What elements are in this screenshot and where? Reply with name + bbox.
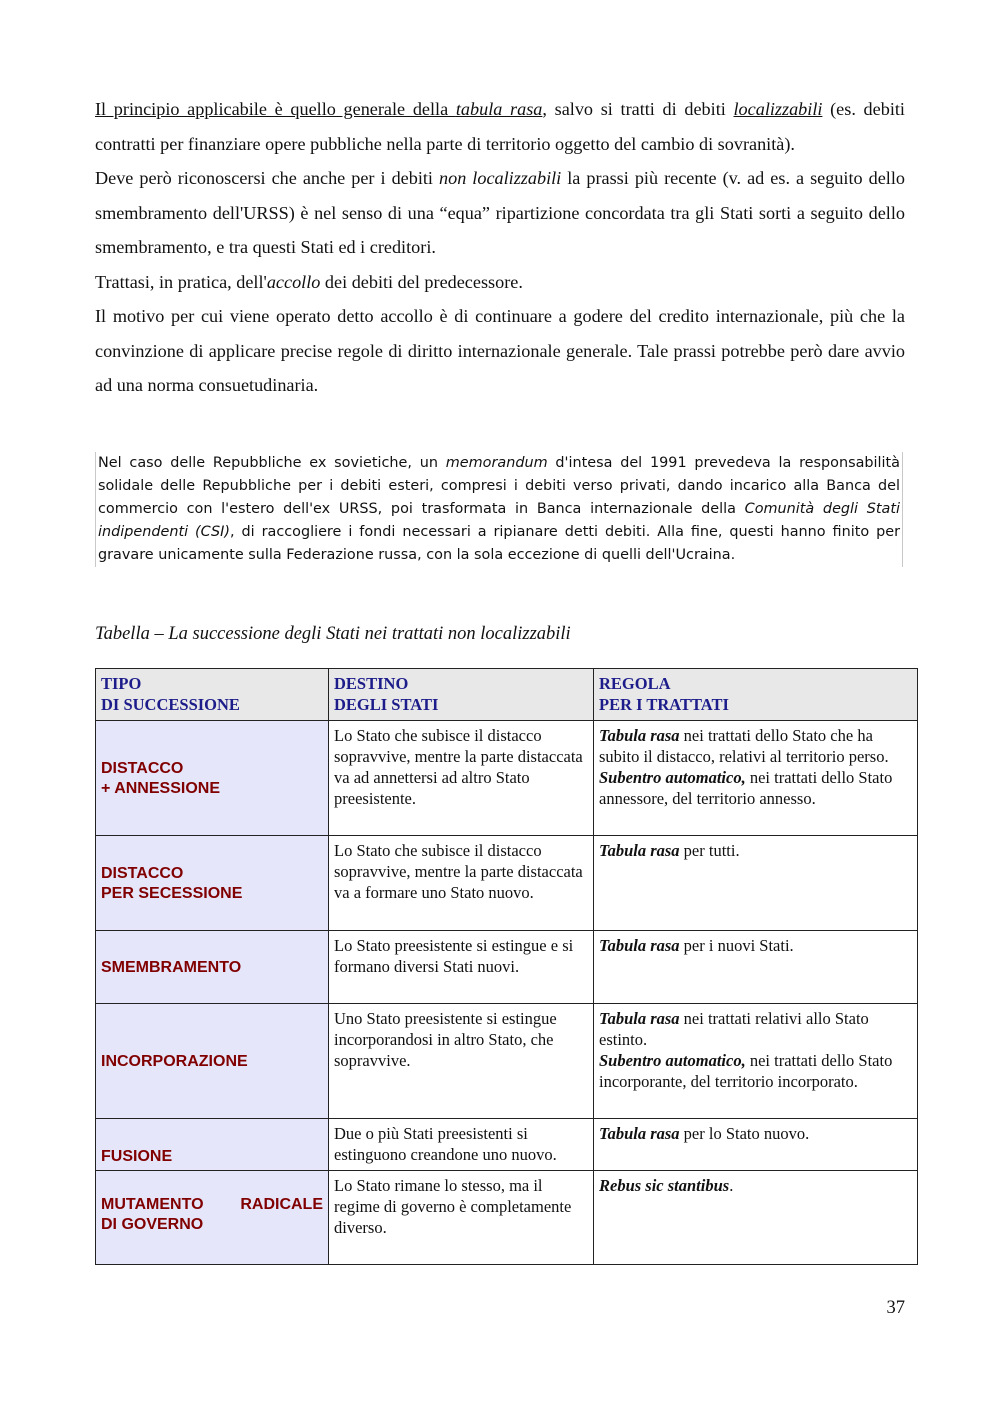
succession-table xyxy=(95,668,918,1265)
row-type xyxy=(96,1171,329,1265)
row-type-label: DISTACCO PER SECESSIONE xyxy=(101,864,243,902)
rule-text: nei trattati dello Stato che ha subito il distacco, relativi al territorio perso. xyxy=(599,726,889,766)
paragraph-3 xyxy=(95,265,905,300)
row-type-label: FUSIONE xyxy=(101,1148,173,1165)
paragraph-1-e: (es. debiti contratti per finanziare opere pubbliche nella parte di territorio oggetto del cambio di sovranità). xyxy=(95,99,905,154)
paragraph-4: Il motivo per cui viene operato detto accollo è di continuare a godere del credito internazionale, più che la convinzione di applicare precise regole di diritto internazionale generale. Tale prassi potrebbe però dare avvio ad una norma consuetudinaria. xyxy=(95,306,905,395)
rule-bold: Tabula rasa xyxy=(599,1009,680,1028)
rule-bold: Tabula rasa xyxy=(599,841,680,860)
rule-text: . xyxy=(729,1176,734,1195)
table-row xyxy=(96,836,918,931)
table-row xyxy=(96,721,918,836)
rule-text: per lo Stato nuovo. xyxy=(679,1124,810,1143)
page-number: 37 xyxy=(886,1298,905,1318)
note-a: Nel caso delle Repubbliche ex sovietiche, un xyxy=(98,455,446,471)
rule-text: nei trattati dello Stato annessore, del territorio annesso. xyxy=(599,768,893,808)
paragraph-3-c: dei debiti del predecessore. xyxy=(320,271,523,292)
rule-text: nei trattati dello Stato incorporante, del territorio incorporato. xyxy=(599,1051,893,1091)
table-row xyxy=(96,1004,918,1119)
table-header-row xyxy=(96,669,918,721)
table-row xyxy=(96,1119,918,1171)
row-destino: Due o più Stati preesistenti si estinguono creandone uno nuovo. xyxy=(329,1119,594,1171)
row-type xyxy=(96,721,329,836)
paragraph-2-b: non localizzabili xyxy=(439,168,562,188)
row-type xyxy=(96,836,329,931)
note-c: d'intesa del 1991 prevedeva la responsabilità solidale delle Repubbliche per i debiti esteri, compresi i debiti verso privati, dando incarico alla Banca del commercio con l'estero dell'ex URSS, poi trasformata in Banca internazionale della xyxy=(98,455,900,517)
rule-bold: Subentro automatico, xyxy=(599,1051,746,1070)
rule-bold: Subentro automatico, xyxy=(599,768,746,787)
row-type-label: MUTAMENTO RADICALE xyxy=(101,1196,323,1213)
row-destino: Lo Stato preesistente si estingue e si formano diversi Stati nuovi. xyxy=(329,931,594,1004)
row-regola xyxy=(594,1119,918,1171)
row-type xyxy=(96,931,329,1004)
table-caption: Tabella – La successione degli Stati nei trattati non localizzabili xyxy=(95,624,571,644)
row-destino: Lo Stato che subisce il distacco sopravvive, mentre la parte distaccata va ad annettersi ad altro Stato preesistente. xyxy=(329,721,594,836)
note-d: Comunità degli Stati indipendenti (CSI) xyxy=(98,501,900,540)
paragraph-2-c: la prassi più recente (v. ad es. a seguito dello smembramento dell'URSS) è nel senso di una “equa” ripartizione concordata tra gli Stati sorti a seguito dello smembramento, e tra questi Stati ed i creditori. xyxy=(95,168,906,257)
header-tipo xyxy=(96,669,329,721)
row-destino: Lo Stato rimane lo stesso, ma il regime di governo è completamente diverso. xyxy=(329,1171,594,1265)
paragraph-1 xyxy=(95,92,905,161)
paragraph-1-b: tabula rasa xyxy=(455,99,543,119)
paragraph-3-b: accollo xyxy=(266,271,321,292)
row-regola xyxy=(594,836,918,931)
row-regola xyxy=(594,721,918,836)
note-box xyxy=(95,452,903,567)
rule-bold: Tabula rasa xyxy=(599,1124,680,1143)
header-tipo-label: TIPO DI SUCCESSIONE xyxy=(101,674,240,714)
paragraph-1-c: , salvo si tratti di debiti xyxy=(542,99,734,119)
note-b: memorandum xyxy=(445,455,548,471)
header-destino-label: DESTINO DEGLI STATI xyxy=(334,674,439,714)
rule-bold: Rebus sic stantibus xyxy=(599,1176,730,1195)
note-e: , di raccogliere i fondi necessari a ripianare detti debiti. Alla fine, questi hanno finito per gravare unicamente sulla Federazione russa, con la sola eccezione di quelli dell'Ucraina. xyxy=(98,524,900,563)
row-regola xyxy=(594,1171,918,1265)
row-destino: Lo Stato che subisce il distacco sopravvive, mentre la parte distaccata va a formare uno Stato nuovo. xyxy=(329,836,594,931)
rule-bold: Tabula rasa xyxy=(599,936,680,955)
rule-bold: Tabula rasa xyxy=(599,726,680,745)
row-type-label: INCORPORAZIONE xyxy=(101,1052,248,1070)
body-text xyxy=(95,92,905,403)
row-type xyxy=(96,1119,329,1171)
row-regola xyxy=(594,931,918,1004)
row-type xyxy=(96,1004,329,1119)
header-regola xyxy=(594,669,918,721)
row-type-label: DI GOVERNO xyxy=(101,1216,204,1233)
row-type-label: DISTACCO + ANNESSIONE xyxy=(101,759,220,797)
paragraph-1-d: localizzabili xyxy=(733,99,823,119)
row-regola xyxy=(594,1004,918,1119)
paragraph-3-a: Trattasi, in pratica, dell' xyxy=(95,271,267,292)
paragraph-2-a: Deve però riconoscersi che anche per i debiti xyxy=(95,168,440,188)
rule-text: per i nuovi Stati. xyxy=(679,936,794,955)
rule-text: nei trattati relativi allo Stato estinto. xyxy=(599,1009,869,1049)
paragraph-1-a: Il principio applicabile è quello generale della xyxy=(95,99,456,119)
row-destino: Uno Stato preesistente si estingue incorporandosi in altro Stato, che sopravvive. xyxy=(329,1004,594,1119)
row-type-label: SMEMBRAMENTO xyxy=(101,958,242,976)
header-destino xyxy=(329,669,594,721)
table-row xyxy=(96,1171,918,1265)
header-regola-label: REGOLA PER I TRATTATI xyxy=(599,674,729,714)
paragraph-2 xyxy=(95,161,905,265)
table-row xyxy=(96,931,918,1004)
rule-text: per tutti. xyxy=(679,841,740,860)
